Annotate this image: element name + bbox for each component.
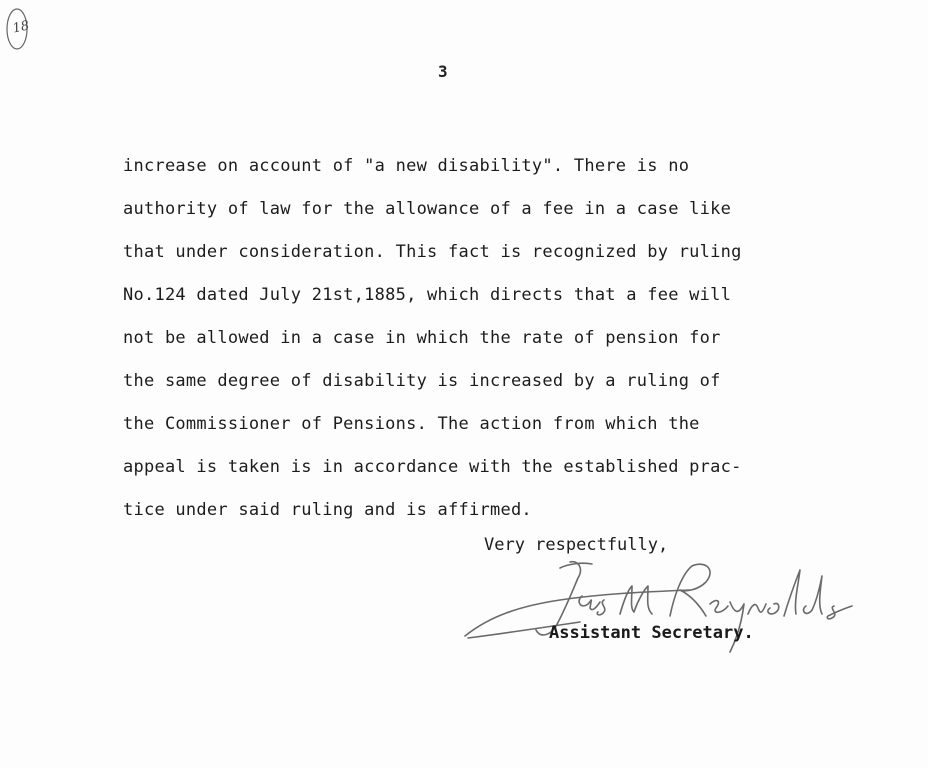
page-number: 3	[438, 62, 448, 81]
body-line: that under consideration. This fact is recognized by ruling	[123, 242, 742, 262]
body-line: No.124 dated July 21st,1885, which directs that a fee will	[123, 285, 732, 305]
closing-salutation: Very respectfully,	[484, 535, 669, 555]
body-line: authority of law for the allowance of a fee in a case like	[123, 199, 732, 219]
signer-title: Assistant Secretary.	[549, 623, 754, 643]
body-line: not be allowed in a case in which the rate of pension for	[123, 328, 721, 348]
margin-annotation-text: 18	[11, 18, 31, 37]
letter-body	[123, 145, 803, 532]
body-line: appeal is taken is in accordance with the established prac-	[123, 457, 742, 477]
margin-annotation	[4, 6, 30, 52]
body-line: the Commissioner of Pensions. The action from which the	[123, 414, 700, 434]
body-line: tice under said ruling and is affirmed.	[123, 500, 532, 520]
body-line: increase on account of "a new disability". There is no	[123, 156, 690, 176]
body-line: the same degree of disability is increased by a ruling of	[123, 371, 721, 391]
